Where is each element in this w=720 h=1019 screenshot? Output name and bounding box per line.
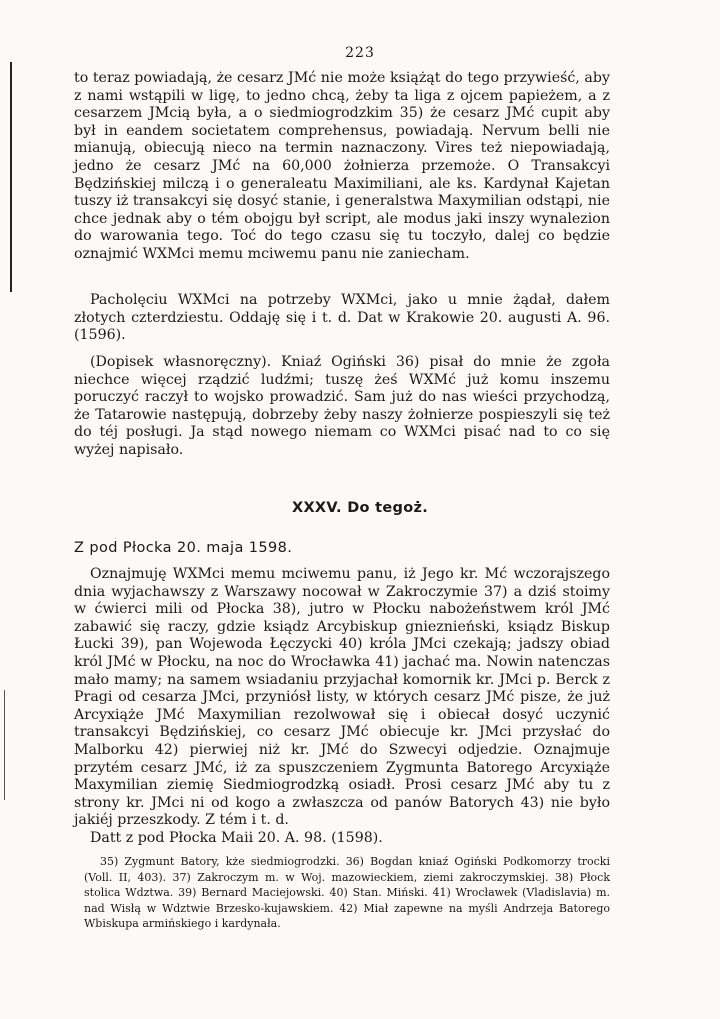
body-paragraph-1 [74, 70, 610, 264]
body-paragraph-2 [74, 292, 610, 345]
footnote-separator [84, 846, 194, 847]
left-margin-rule [10, 62, 12, 292]
left-margin-rule-lower [4, 690, 5, 800]
place-date-line: Z pod Płocka 20. maja 1598. [74, 540, 293, 556]
page-number: 223 [345, 45, 375, 61]
paragraph: Pacholęciu WXMci na potrzeby WXMci, jako u mnie żądał, dałem złotych czterdziestu. Oddaję się i t. d. Dat w Krakowie 20. augusti A. 96. (1596). [74, 292, 610, 344]
footnote-text: 35) Zygmunt Batory, kże siedmiogrodzki. 36) Bogdan kniaź Ogiński Podkomorzy trocki (Voll. II, 403). 37) Zakroczym m. w Woj. mazowieckiem, ziemi zakroczymskiej. 38) Płock stolica Wdztwa. 39) Bernard Maciejowski. 40) Stan. Miński. 41) Wrocławek (Vladislavia) m. nad Wisłą w Wdztwie Brzesko-kujawskiem. 42) Miał zapewne na myśli Andrzeja Batorego Wbiskupa armińskiego i kardynała. [84, 855, 610, 931]
paragraph: (Dopisek własnoręczny). Kniaź Ogiński 36) pisał do mnie że zgoła niechce więcej rządzić ludźmi; tuszę żeś WXMć już komu inszemu poruczyć raczył to wojsko prowadzić. Sam już do nas wieści przychodzą, że Tatarowie następują, dobrzeby żeby naszy żołnierze pospieszyli się też do téj posługi. Ja stąd nowego niemam co WXMci pisać nad to co się wyżej napisało. [74, 354, 610, 458]
section-heading: XXXV. Do tegoż. [291, 500, 429, 516]
paragraph: Oznajmuję WXMci memu mciwemu panu, iż Jego kr. Mć wczorajszego dnia wyjachawszy z Warszawy nocował w Zakroczymie 37) a dziś stoimy w ćwierci mili od Płocka 38), jutro w Płocku nabożeństwem król JMć zabawić się raczy, gdzie ksiądz Arcybiskup gnieznieński, ksiądz Biskup Łucki 39), pan Wojewoda Łęczycki 40) króla JMci czekają; jadszy obiad król JMć w Płocku, na noc do Wrocławka 41) jachać ma. Nowin natenczas mało mamy; na samem wsiadaniu przyjachał komornik kr. JMci p. Berck z Pragi od cesarza JMci, przyniósł listy, w których cesarz JMć pisze, że już Arcyxiąże JMć Maxymilian rezolwował się i obiecał dosyć uczynić transakcyi Będzińskiej, co cesarz JMć obiecuje kr. JMci przysłać do Malborku 42) pierwiej niż kr. JMć do Szwecyi odjedzie. Oznajmuje przytém cesarz JMć, iż za spuszczeniem Zygmunta Batorego Arcyxiąże Maxymilian ziemię Siedmiogrodzką osiadł. Prosi cesarz JMć aby tu z strony kr. JMci ni od kogo a zwłaszcza od panów Batorych 43) nie było jakiéj przeszkody. Z tém i t. d. [74, 566, 610, 829]
postscript-paragraph [74, 354, 610, 460]
paragraph: Datt z pod Płocka Maii 20. A. 98. (1598). [90, 829, 383, 846]
footnotes [84, 854, 610, 932]
letter-body [74, 566, 610, 848]
paragraph: to teraz powiadają, że cesarz JMć nie może książąt do tego przywieść, aby z nami wstąpili w ligę, to jedno chcą, żeby ta liga z ojcem papieżem, a z cesarzem JMcią była, a o siedmiogrodzkim 35) że cesarz JMć cupit aby był in eandem societatem comprehensus, powiadają. Nervum belli nie mianują, obiecują nieco na termin naznaczony. Vires też niepowiadają, jedno że cesarz JMć na 60,000 żołnierza przemoże. O Transakcyi Będzińskiej milczą i o generaleatu Maximiliani, ale ks. Kardynał Kajetan tuszy iż transakcyi się dosyć stanie, i generalstwa Maxymilian odstąpi, nie chce jednak aby o tém obojgu był script, ale modus jaki inszy wynalezion do warowania tego. Toć do tego czasu się tu toczyło, dalej co będzie oznajmić WXMci memu mciwemu panu nie zaniecham. [74, 70, 610, 262]
